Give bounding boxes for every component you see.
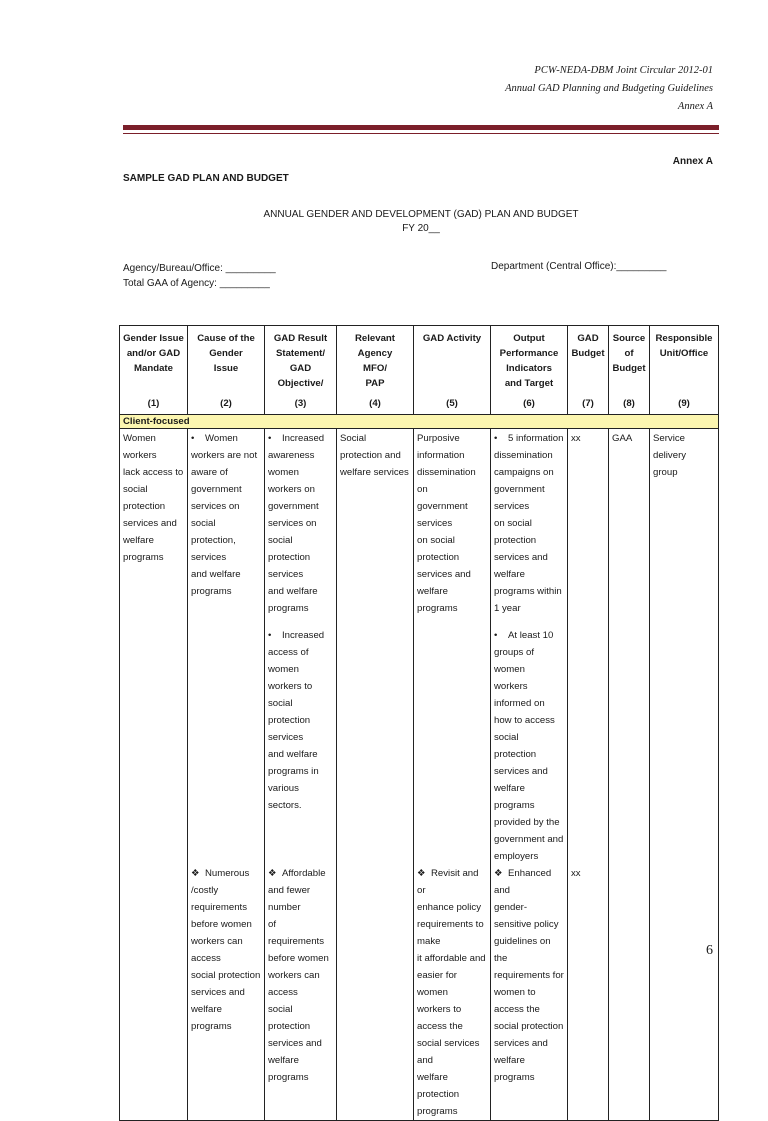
activity-cell [414,429,491,866]
responsible-cell [650,865,719,1121]
column-number: (1) [120,396,188,415]
cause-cell [188,865,265,1121]
bullet-icon: • [191,433,195,444]
cell-text: Numerous /costly requirements before women workers can access social protection services and welfare programs [191,868,261,1032]
diamond-bullet-icon: ❖ [191,868,200,879]
column-number: (4) [337,396,414,415]
cell-text: Enhanced and gender-sensitive policy guidelines on the requirements for women to access the social protection services and welfare programs [494,868,564,1083]
cell-text: Women workers lack access to social protection services and welfare programs [123,433,184,563]
col-header-budget: GAD Budget [568,326,609,397]
column-number: (7) [568,396,609,415]
cell-text: Purposive information dissemination on government services on social protection services and welfare programs [417,433,476,614]
cell-text: Increased awareness women workers on government services on social protection services and welfare programs [268,433,325,614]
column-number-row [120,396,719,415]
cell-text: Increased access of women workers to social protection services and welfare programs in various sectors. [268,630,325,811]
table-row [120,429,719,866]
result-cell [265,429,337,866]
col-header-indicators: Output Performance Indicators and Target [491,326,568,397]
cell-text: Affordable and fewer number of requirements before women workers can access social protection services and welfare programs [268,868,329,1083]
col-header-result: GAD Result Statement/ GAD Objective/ [265,326,337,397]
mfo-cell [337,429,414,866]
sample-title: SAMPLE GAD PLAN AND BUDGET [123,173,289,184]
col-header-gender-issue: Gender Issue and/or GAD Mandate [120,326,188,397]
bullet-icon: • [494,433,498,444]
bullet-icon: • [268,433,272,444]
agency-block [123,261,276,291]
cell-text: 5 information dissemination campaigns on government services on social protection services and welfare programs within 1 year [494,433,564,614]
cell-text: Women workers are not aware of government services on social protection, services and welfare programs [191,433,258,597]
diamond-bullet-icon: ❖ [268,868,277,879]
cell-text: At least 10 groups of women workers informed on how to access social protection services and welfare programs provided by the government and employers [494,630,564,862]
gad-plan-table [119,325,719,1121]
column-number: (8) [609,396,650,415]
header-annex: Annex A [677,101,713,112]
source-cell: GAA [609,429,650,866]
col-header-source: Source of Budget [609,326,650,397]
responsible-cell [650,429,719,866]
header-rule-thick [123,125,719,130]
diamond-bullet-icon: ❖ [494,868,503,879]
table-row [120,865,719,1121]
table-header-row [120,326,719,397]
activity-cell [414,865,491,1121]
fiscal-year: FY 20__ [402,223,440,234]
cell-text: Service delivery group [653,433,687,478]
result-cell [265,865,337,1121]
mfo-cell [337,865,414,1121]
column-number: (3) [265,396,337,415]
section-row-client-focused [120,415,719,429]
document-title [123,208,719,236]
diamond-bullet-icon: ❖ [417,868,426,879]
header-circular: PCW-NEDA-DBM Joint Circular 2012-01 [534,65,713,76]
column-number: (9) [650,396,719,415]
col-header-cause: Cause of the Gender Issue [188,326,265,397]
col-header-responsible: Responsible Unit/Office [650,326,719,397]
indicators-cell [491,429,568,866]
page-number: 6 [706,943,713,958]
budget-cell: xx [568,429,609,866]
column-number: (5) [414,396,491,415]
cell-text: Revisit and or enhance policy requirements to make it affordable and easier for women workers to access the social services and welfare protection programs [417,868,486,1117]
annex-label: Annex A [672,156,713,167]
budget-cell: xx [568,865,609,1121]
agency-office-field: Agency/Bureau/Office: _________ [123,263,276,274]
cause-cell [188,429,265,866]
col-header-mfo: Relevant Agency MFO/ PAP [337,326,414,397]
source-cell [609,865,650,1121]
total-gaa-field: Total GAA of Agency: _________ [123,278,270,289]
section-label: Client-focused [120,415,719,429]
gender-issue-cell [120,429,188,866]
title-line: ANNUAL GENDER AND DEVELOPMENT (GAD) PLAN AND BUDGET [263,209,579,220]
col-header-activity: GAD Activity [414,326,491,397]
indicators-cell [491,865,568,1121]
gender-issue-cell [120,865,188,1121]
column-number: (6) [491,396,568,415]
column-number: (2) [188,396,265,415]
cell-text: Social protection and welfare services [340,433,409,478]
header-guidelines: Annual GAD Planning and Budgeting Guidelines [505,83,713,94]
bullet-icon: • [268,630,272,641]
running-header [505,62,713,116]
bullet-icon: • [494,630,498,641]
header-rule-thin [123,133,719,134]
department-field: Department (Central Office):_________ [491,261,667,272]
